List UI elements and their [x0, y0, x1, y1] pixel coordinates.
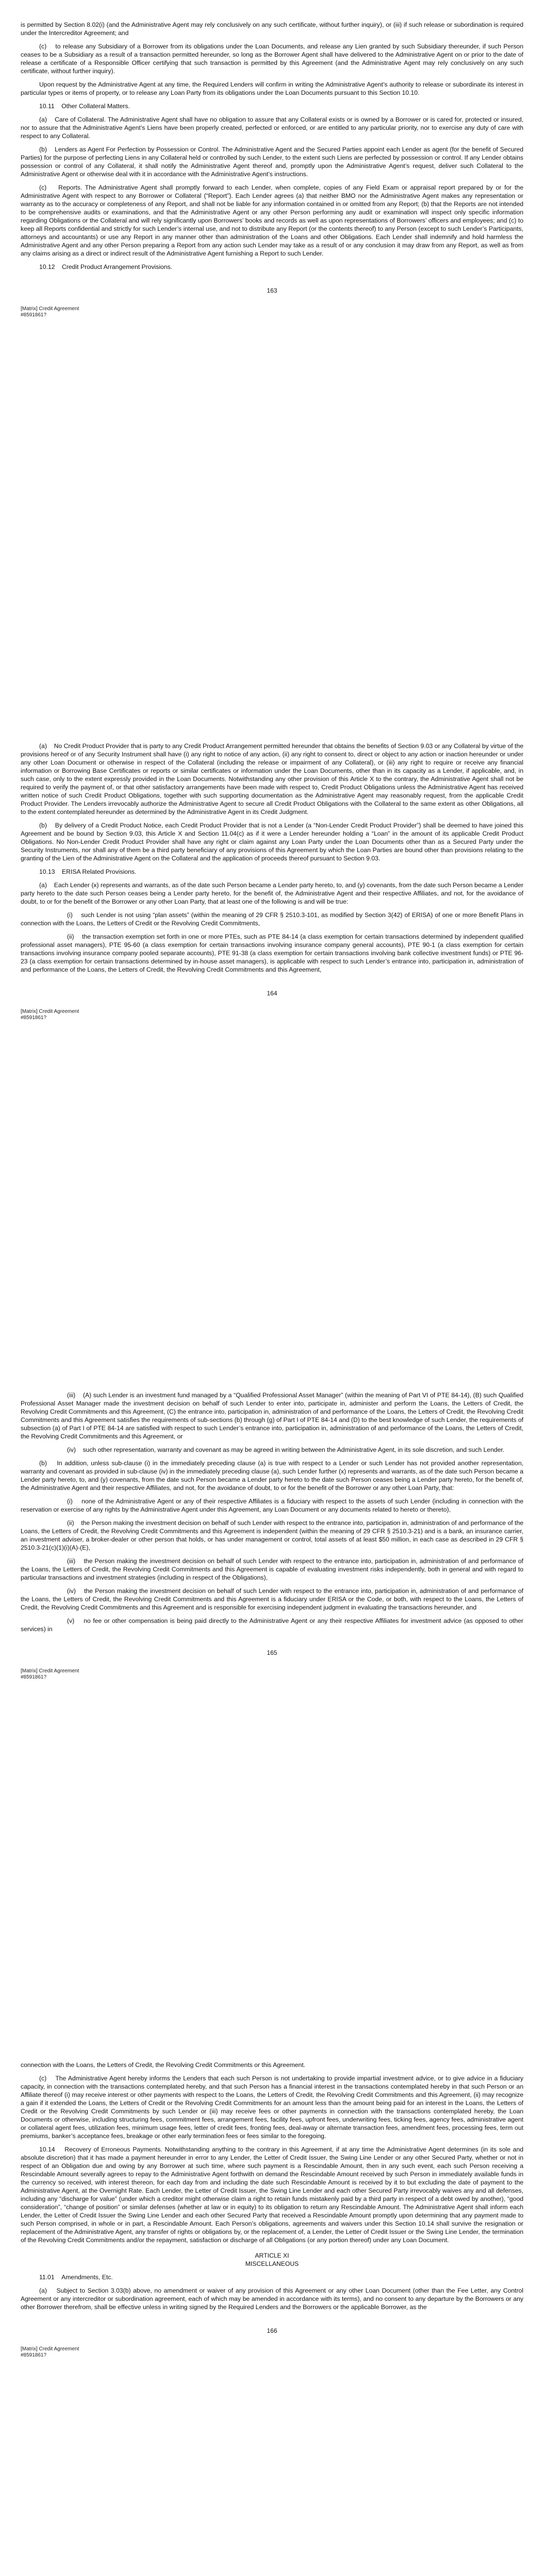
paragraph: (i) none of the Administrative Agent or any of their respective Affiliates is a fiduciary with respect to the assets of such Lender (including in connection with the reservation or exercise of any rights by the Administrative Agent under this Agreement, any Loan Document or any documents related to hereto or thereto), — [21, 1498, 523, 1513]
article-number: ARTICLE XI — [255, 2252, 289, 2259]
footer-label: [Matrix] Credit Agreement — [21, 1009, 79, 1014]
paragraph: (ii) the Person making the investment decision on behalf of such Lender with respect to the entrance into, participation in, administration of and performance of the Loans, the Letters of Credit, the Revolving Credit Commitments and this Agreement is independent (within the meaning of 29 CFR § 2510.3-21) and is a bank, an insurance carrier, an investment adviser, a broker-dealer or other person that holds, or has under management or control, total assets of at least $50 million, in each case as described in 29 CFR § 2510.3-21(c)(1)(i)(A)-(E), — [21, 1519, 523, 1551]
paragraph: (a) No Credit Product Provider that is party to any Credit Product Arrangement permitted hereunder that obtains the benefits of Section 9.03 or any Collateral by virtue of the provisions hereof or of any Security Instrument shall have (i) any right to notice of any action, (ii) any right to consent to, direct or object to any action or inaction hereunder or under any other Loan Document or otherwise in respect of the Collateral (including the release or impairment of any Collateral), or (iii) any right to require or receive any financial information or Borrowing Base Certificates or reports or similar certificates or information under the Loan Documents, other than in its capacity as a Lender, if applicable, and, in such case, only to the extent expressly provided in the Loan Documents. Notwithstanding any other provision of this Article X to the contrary, the Administrative Agent shall not be required to verify the payment of, or that other satisfactory arrangements have been made with respect to, Credit Product Obligations unless the Administrative Agent has received written notice of such Credit Product Obligations, together with such supporting documentation as the Administrative Agent may reasonably request, from the applicable Credit Product Provider. The Lenders irrevocably authorize the Administrative Agent to secure all Credit Product Obligations with the Collateral to the same extent as other Obligations, all to the extent contemplated hereunder as determined by the Administrative Agent in its Credit Judgment. — [21, 742, 523, 816]
page-number: 165 — [267, 1649, 277, 1656]
paragraph: (a) Each Lender (x) represents and warrants, as of the date such Person became a Lender party hereto, to, and (y) covenants, from the date such Person became a Lender party hereto to the date such Person ceases being a Lender party hereto, for the benefit of, the Administrative Agent and their respective Affiliates, and not, for the avoidance of doubt, to or for the benefit of the Borrower or any other Loan Party, that at least one of the following is and will be true: — [21, 882, 523, 905]
page-number: 166 — [267, 2327, 277, 2334]
paragraph: is permitted by Section 8.02(i) (and the Administrative Agent may rely conclusively on any such certificate, without further inquiry), or (iii) if such release or subordination is required under the Intercreditor Agreement; and — [21, 21, 523, 37]
footer-label: [Matrix] Credit Agreement — [21, 1668, 79, 1674]
section-heading: 11.01 Amendments, Etc. — [39, 2274, 113, 2281]
section-heading: 10.12 Credit Product Arrangement Provisions. — [39, 263, 173, 270]
paragraph: (b) Lenders as Agent For Perfection by Possession or Control. The Administrative Agent and the Secured Parties appoint each Lender as agent (for the benefit of Secured Parties) for the purpose of perfecting Liens in any Collateral held or controlled by such Lender, to the extent such Liens are perfected by possession or control. If any Lender obtains possession or control of any Collateral, it shall notify the Administrative Agent thereof and, promptly upon the Administrative Agent’s request, deliver such Collateral to the Administrative Agent or otherwise deal with it in accordance with the Administrative Agent’s instructions. — [21, 146, 523, 178]
page-footer — [21, 1668, 523, 1681]
page-number: 163 — [267, 287, 277, 294]
paragraph: (c) Reports. The Administrative Agent shall promptly forward to each Lender, when complete, copies of any Field Exam or appraisal report prepared by or for the Administrative Agent with respect to any Borrower or Collateral (“Report”). Each Lender agrees (a) that neither BMO nor the Administrative Agent makes any representation or warranty as to the accuracy or completeness of any Report, and shall not be liable for any information contained in or omitted from any Report; (b) that the Reports are not intended to be comprehensive audits or examinations, and that the Administrative Agent or any other Person performing any audit or examination will inspect only specific information regarding Obligations or the Collateral and will rely significantly upon Borrowers’ books and records as well as upon representations of Borrowers’ officers and employees; and (c) to keep all Reports confidential and strictly for such Lender’s internal use, and not to distribute any Report (or the contents thereof) to any Person (except to such Lender’s Participants, attorneys and accountants) or use any Report in any manner other than administration of the Loans and other Obligations. Each Lender shall indemnify and hold harmless the Administrative Agent and any other Person preparing a Report from any action such Lender may take as a result of or any conclusion it may draw from any Report, as well as from any claims arising as a direct or indirect result of the Administrative Agent furnishing a Report to such Lender. — [21, 184, 523, 257]
paragraph: (v) no fee or other compensation is being paid directly to the Administrative Agent or any their respective Affiliates for investment advice (as opposed to other services) in — [21, 1617, 523, 1633]
page-number: 164 — [267, 990, 277, 997]
paragraph: (b) By delivery of a Credit Product Notice, each Credit Product Provider that is not a Lender (a “Non-Lender Credit Product Provider”) shall be deemed to have joined this Agreement and be bound by Section 9.03, this Article X and Section 11.04(c) as if it were a Lender hereunder holding a “Loan” in the amount of its applicable Credit Product Obligations. No Non-Lender Credit Product Provider shall have any right or claim against any Loan Party under the Loan Documents other than as a Secured Party under the Security Instruments, nor shall any of them be a third party beneficiary of any provisions of this Agreement by which the Loan Parties are bound other than provisions relating to the granting of the Lien of the Administrative Agent on the Collateral and the application of proceeds thereof pursuant to Section 9.03. — [21, 822, 523, 862]
paragraph: (iii) the Person making the investment decision on behalf of such Lender with respect to the entrance into, participation in, administration of and performance of the Loans, the Letters of Credit, the Revolving Credit Commitments and this Agreement is capable of evaluating investment risks independently, both in general and with regard to particular transactions and investment strategies (including in respect of the Obligations), — [21, 1557, 523, 1581]
paragraph: connection with the Loans, the Letters of Credit, the Revolving Credit Commitments or this Agreement. — [21, 2061, 306, 2069]
paragraph: (iv) such other representation, warranty and covenant as may be agreed in writing between the Administrative Agent, in its sole discretion, and such Lender. — [67, 1446, 505, 1453]
page-footer — [21, 2346, 523, 2359]
paragraph: (a) Care of Collateral. The Administrative Agent shall have no obligation to assure that any Collateral exists or is owned by a Borrower or is cared for, protected or insured, nor to assure that the Administrative Agent’s Liens have been properly created, perfected or enforced, or are entitled to any particular priority, nor to exercise any duty of care with respect to any Collateral. — [21, 116, 523, 140]
footer-label: [Matrix] Credit Agreement — [21, 306, 79, 312]
page-footer — [21, 306, 523, 318]
footer-number: #8591861? — [21, 1674, 47, 1680]
footer-number: #8591861? — [21, 1015, 47, 1021]
page-footer — [21, 1009, 523, 1021]
page-166 — [0, 2061, 544, 2359]
article-title: MISCELLANEOUS — [245, 2260, 299, 2267]
paragraph: 10.14 Recovery of Erroneous Payments. Notwithstanding anything to the contrary in this Agreement, if at any time the Administrative Agent determines (in its sole and absolute discretion) that it has made a payment hereunder in error to any Lender, the Letter of Credit Issuer, the Swing Line Lender or any other Secured Party, whether or not in respect of an Obligation due and owing by any Borrower at such time, where such payment is a Rescindable Amount, then in any such event, each such Person receiving a Rescindable Amount severally agrees to repay to the Administrative Agent forthwith on demand the Rescindable Amount received by such Person in immediately available funds in the currency so received, with interest thereon, for each day from and including the date such Rescindable Amount is received by it to but excluding the date of payment to the Administrative Agent, at the Overnight Rate. Each Lender, the Letter of Credit Issuer, the Swing Line Lender and each other Secured Party irrevocably waives any and all defenses, including any “discharge for value” (under which a creditor might otherwise claim a right to retain funds mistakenly paid by a third party in respect of a debt owed by another), “good consideration”, “change of position” or similar defenses (whether at law or in equity) to its obligation to return any Rescindable Amount. The Administrative Agent shall inform each Lender, the Letter of Credit Issuer the Swing Line Lender and each other Secured Party that received a Rescindable Amount promptly upon determining that any payment made to such Person comprised, in whole or in part, a Rescindable Amount. Each Person’s obligations, agreements and waivers under this Section 10.14 shall survive the resignation or replacement of the Administrative Agent, any transfer of rights or obligations by, or the replacement of, a Lender, the Letter of Credit Issuer or the Swing Line Lender, the termination of the Revolving Credit Commitments and/or the repayment, satisfaction or discharge of all Obligations (or any portion thereof) under any Loan Document. — [21, 2146, 523, 2244]
footer-number: #8591861? — [21, 312, 47, 318]
paragraph: (iv) the Person making the investment decision on behalf of such Lender with respect to the entrance into, participation in, administration of and performance of the Loans, the Letters of Credit, the Revolving Credit Commitments and this Agreement is a fiduciary under ERISA or the Code, or both, with respect to the Loans, the Letters of Credit, the Revolving Credit Commitments and this Agreement and is responsible for exercising independent judgment in evaluating the transactions hereunder, and — [21, 1587, 523, 1611]
paragraph: (iii) (A) such Lender is an investment fund managed by a “Qualified Professional Asset Manager” (within the meaning of Part VI of PTE 84-14), (B) such Qualified Professional Asset Manager made the investment decision on behalf of such Lender to enter into, participate in, administer and perform the Loans, the Letters of Credit, the Revolving Credit Commitments and this Agreement, (C) the entrance into, participation in, administration of and performance of the Loans, the Letters of Credit, the Revolving Credit Commitments and this Agreement satisfies the requirements of sub-sections (b) through (g) of Part I of PTE 84-14 and (D) to the best knowledge of such Lender, the requirements of subsection (a) of Part I of PTE 84-14 are satisfied with respect to such Lender’s entrance into, participation in, administration of and performance of the Loans, the Letters of Credit, the Revolving Credit Commitments and this Agreement, or — [21, 1392, 523, 1440]
paragraph: (a) Subject to Section 3.03(b) above, no amendment or waiver of any provision of this Agreement or any other Loan Document (other than the Fee Letter, any Control Agreement or any intercreditor or subordination agreement, each of which may be amended in accordance with its terms), and no consent to any departure by the Borrowers or any other Borrower therefrom, shall be effective unless in writing signed by the Required Lenders and the Borrowers or the applicable Borrower, as the — [21, 2287, 523, 2311]
paragraph: Upon request by the Administrative Agent at any time, the Required Lenders will confirm in writing the Administrative Agent’s authority to release or subordinate its interest in particular types or items of property, or to release any Loan Party from its obligations under the Loan Documents pursuant to this Section 10.10. — [21, 81, 523, 96]
section-heading: 10.11 Other Collateral Matters. — [39, 103, 130, 110]
page-163 — [0, 21, 544, 318]
paragraph: (b) In addition, unless sub-clause (i) in the immediately preceding clause (a) is true with respect to a Lender or such Lender has not provided another representation, warranty and covenant as provided in sub-clause (iv) in the immediately preceding clause (a), such Lender further (x) represents and warrants, as of the date such Person became a Lender party hereto, to, and (y) covenants, from the date such Person became a Lender party hereto to the date such Person ceases being a Lender party hereto, for the benefit of, the Administrative Agent and their respective Affiliates, and not, for the avoidance of doubt, to or for the benefit of the Borrower or any other Loan Party, that: — [21, 1460, 523, 1492]
page-165 — [0, 1391, 544, 1681]
footer-number: #8591861? — [21, 2352, 47, 2358]
page-164 — [0, 742, 544, 1021]
paragraph: (ii) the transaction exemption set forth in one or more PTEs, such as PTE 84-14 (a class exemption for certain transactions determined by independent qualified professional asset managers), PTE 95-60 (a class exemption for certain transactions involving insurance company general accounts), PTE 90-1 (a class exemption for certain transactions involving insurance company pooled separate accounts), PTE 91-38 (a class exemption for certain transactions involving bank collective investment funds) or PTE 96-23 (a class exemption for certain transactions determined by in-house asset managers), is applicable with respect to such Lender’s entrance into, participation in, administration of and performance of the Loans, the Letters of Credit, the Revolving Credit Commitments and this Agreement, — [21, 933, 523, 973]
paragraph: (c) to release any Subsidiary of a Borrower from its obligations under the Loan Documents, and release any Lien granted by such Subsidiary thereunder, if such Person ceases to be a Subsidiary as a result of a transaction permitted hereunder, so long as the Borrower Agent shall have delivered to the Administrative Agent on or prior to the date of release a certificate of a Responsible Officer certifying that such transaction is permitted by this Agreement (and the Administrative Agent may rely conclusively on any such certificate, without further inquiry). — [21, 43, 523, 75]
paragraph: (c) The Administrative Agent hereby informs the Lenders that each such Person is not undertaking to provide impartial investment advice, or to give advice in a fiduciary capacity, in connection with the transactions contemplated hereby, and that such Person has a financial interest in the transactions contemplated hereby in that such Person or an Affiliate thereof (i) may receive interest or other payments with respect to the Loans, the Letters of Credit, the Revolving Credit Commitments and this Agreement, (ii) may recognize a gain if it extended the Loans, the Letters of Credit or the Revolving Credit Commitments for an amount less than the amount being paid for an interest in the Loans, the Letters of Credit or the Revolving Credit Commitments by such Lender or (iii) may receive fees or other payments in connection with the transactions contemplated hereby, the Loan Documents or otherwise, including structuring fees, commitment fees, arrangement fees, facility fees, upfront fees, underwriting fees, ticking fees, agency fees, administrative agent or collateral agent fees, utilization fees, minimum usage fees, letter of credit fees, fronting fees, deal-away or alternate transaction fees, amendment fees, processing fees, term out premiums, banker’s acceptance fees, breakage or other early termination fees or fees similar to the foregoing. — [21, 2075, 523, 2140]
footer-label: [Matrix] Credit Agreement — [21, 2346, 79, 2352]
paragraph: (i) such Lender is not using “plan assets” (within the meaning of 29 CFR § 2510.3-101, as modified by Section 3(42) of ERISA) of one or more Benefit Plans in connection with the Loans, the Letters of Credit or the Revolving Credit Commitments, — [21, 911, 523, 927]
section-heading: 10.13 ERISA Related Provisions. — [39, 868, 137, 875]
